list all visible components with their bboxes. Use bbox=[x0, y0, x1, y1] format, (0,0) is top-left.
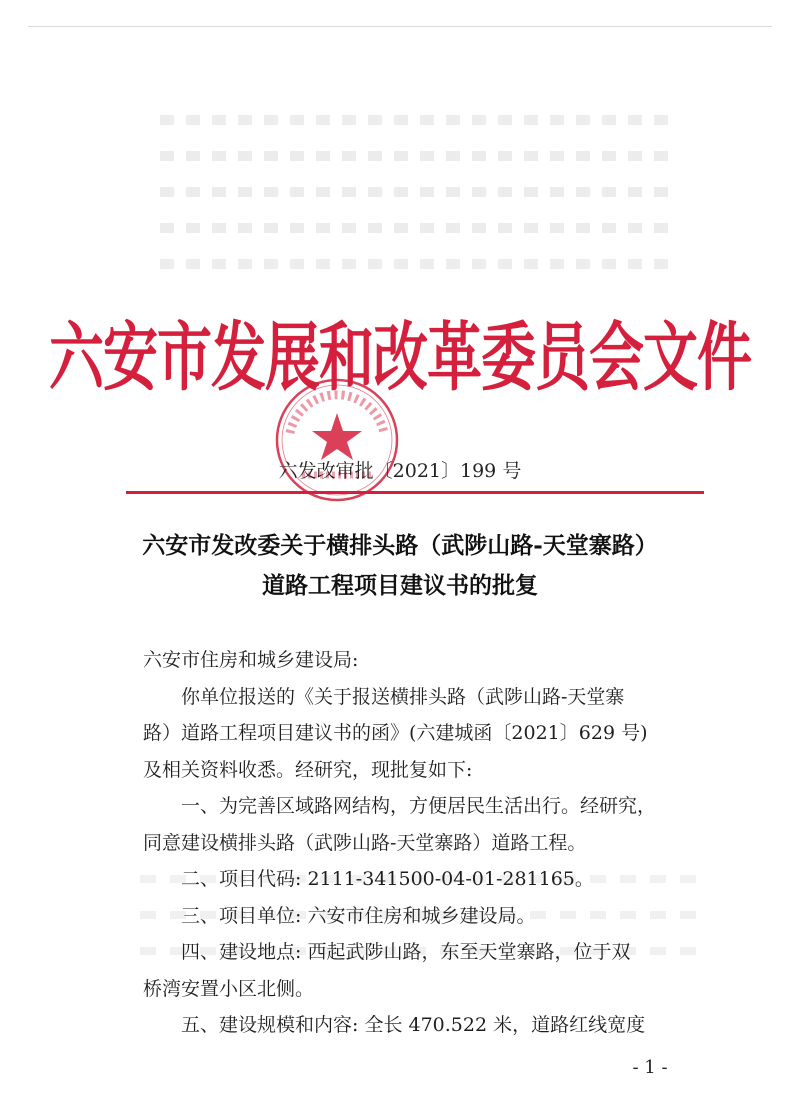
body-line: 桥湾安置小区北侧。 bbox=[143, 977, 315, 1000]
bleed-through-text bbox=[160, 115, 680, 295]
body-line: 及相关资料收悉。经研究，现批复如下: bbox=[143, 758, 473, 781]
body-line: 四、建设地点: 西起武陟山路，东至天堂寨路，位于双 bbox=[181, 941, 631, 963]
body-line: 二、项目代码: 2111-341500-04-01-281165。 bbox=[181, 868, 594, 890]
document-title bbox=[0, 526, 800, 606]
body-line: 五、建设规模和内容: 全长 470.522 米，道路红线宽度 bbox=[181, 1014, 646, 1036]
issuing-organization-title: 六安市发展和改革委员会文件 bbox=[48, 312, 751, 401]
body-line: 三、项目单位: 六安市住房和城乡建设局。 bbox=[181, 904, 536, 927]
page-number: - 1 - bbox=[632, 1057, 668, 1078]
document-title-line-2: 道路工程项目建议书的批复 bbox=[262, 572, 538, 599]
scan-edge-line bbox=[28, 26, 772, 27]
red-official-seal-icon bbox=[262, 375, 412, 505]
body-line: 一、为完善区域路网结构，方便居民生活出行。经研究， bbox=[181, 795, 657, 817]
document-body bbox=[143, 642, 708, 1044]
document-title-line-1: 六安市发改委关于横排头路（武陟山路-天堂寨路） bbox=[142, 532, 658, 559]
body-line: 你单位报送的《关于报送横排头路（武陟山路-天堂寨 bbox=[181, 685, 625, 708]
red-divider-line bbox=[126, 491, 704, 494]
document-number: 六发改审批〔2021〕199 号 bbox=[278, 460, 522, 482]
recipient-line: 六安市住房和城乡建设局: bbox=[143, 649, 359, 671]
body-line: 路）道路工程项目建议书的函》(六建城函〔2021〕629 号) bbox=[143, 722, 648, 744]
body-line: 同意建设横排头路（武陟山路-天堂寨路）道路工程。 bbox=[143, 831, 587, 854]
